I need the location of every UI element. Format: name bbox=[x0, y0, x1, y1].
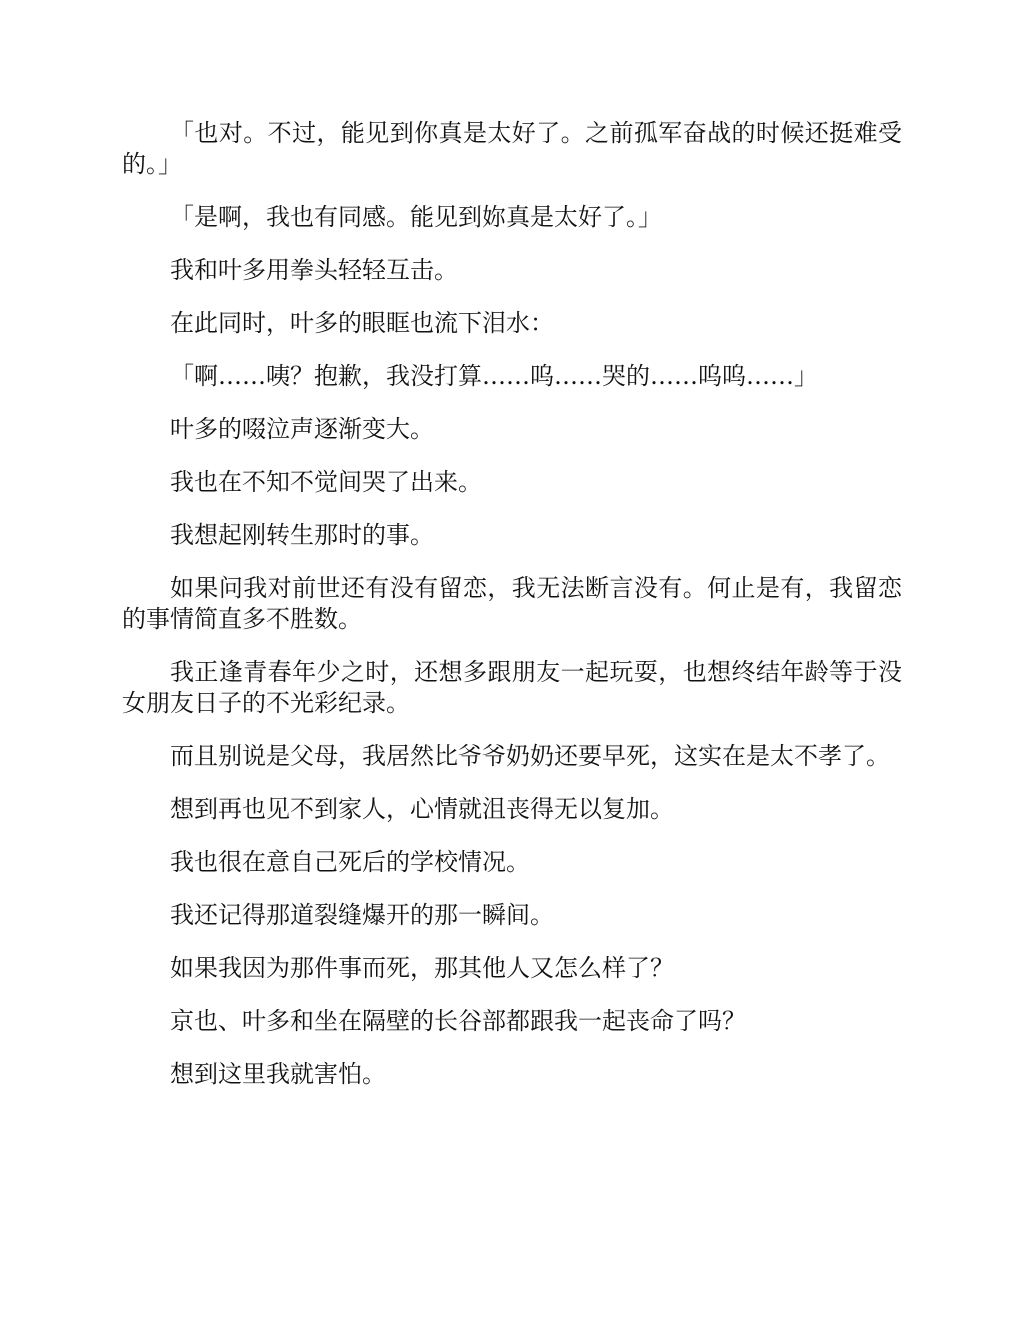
paragraph: 如果问我对前世还有没有留恋，我无法断言没有。何止是有，我留恋的事情简直多不胜数。 bbox=[122, 574, 902, 633]
paragraph: 「也对。不过，能见到你真是太好了。之前孤军奋战的时候还挺难受的。」 bbox=[122, 119, 902, 178]
paragraph: 我想起刚转生那时的事。 bbox=[170, 521, 434, 549]
paragraph: 我和叶多用拳头轻轻互击。 bbox=[170, 256, 458, 284]
paragraph: 而且别说是父母，我居然比爷爷奶奶还要早死，这实在是太不孝了。 bbox=[170, 742, 890, 770]
paragraph: 我也很在意自己死后的学校情况。 bbox=[170, 848, 530, 876]
paragraph: 想到再也见不到家人，心情就沮丧得无以复加。 bbox=[170, 795, 674, 823]
paragraph: 京也、叶多和坐在隔壁的长谷部都跟我一起丧命了吗？ bbox=[170, 1007, 746, 1035]
paragraph: 我也在不知不觉间哭了出来。 bbox=[170, 468, 482, 496]
paragraph: 我还记得那道裂缝爆开的那一瞬间。 bbox=[170, 901, 554, 929]
paragraph: 「是啊，我也有同感。能见到妳真是太好了。」 bbox=[170, 203, 662, 231]
paragraph: 叶多的啜泣声逐渐变大。 bbox=[170, 415, 434, 443]
paragraph: 想到这里我就害怕。 bbox=[170, 1060, 386, 1088]
paragraph: 如果我因为那件事而死，那其他人又怎么样了？ bbox=[170, 954, 674, 982]
paragraph: 在此同时，叶多的眼眶也流下泪水： bbox=[170, 309, 554, 337]
paragraph: 「啊……咦？抱歉，我没打算……呜……哭的……呜呜……」 bbox=[170, 362, 818, 390]
paragraph: 我正逢青春年少之时，还想多跟朋友一起玩耍，也想终结年龄等于没女朋友日子的不光彩纪录。 bbox=[122, 658, 902, 717]
body-text bbox=[122, 118, 902, 1112]
